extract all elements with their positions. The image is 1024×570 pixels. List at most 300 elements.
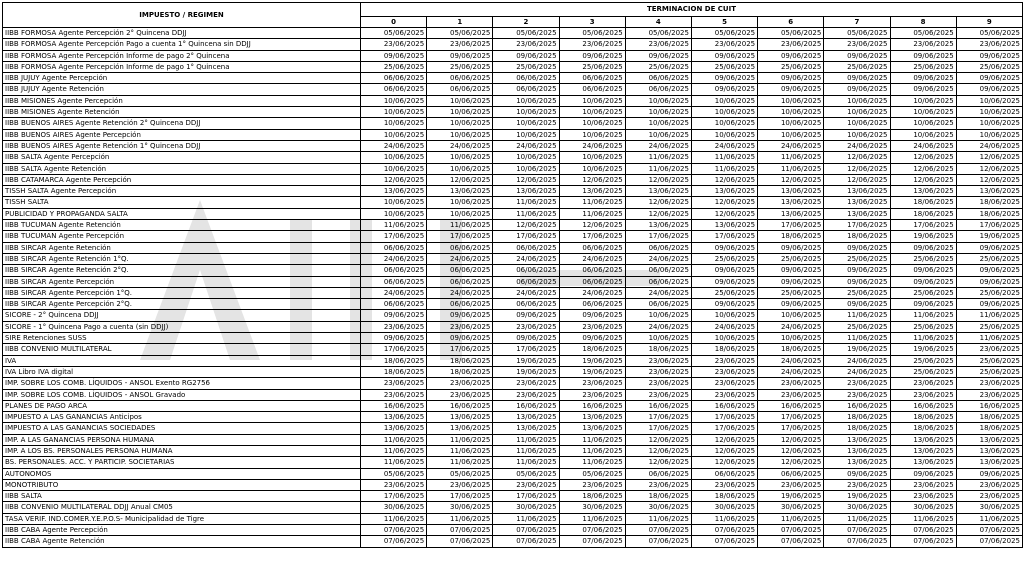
due-date-cell: 07/06/2025 — [890, 536, 956, 547]
due-date-cell: 11/06/2025 — [427, 445, 493, 456]
due-date-cell: 19/06/2025 — [956, 231, 1022, 242]
due-date-cell: 06/06/2025 — [493, 242, 559, 253]
due-date-cell: 25/06/2025 — [824, 321, 890, 332]
table-body — [3, 28, 1023, 548]
header-digit-2: 2 — [493, 17, 559, 28]
due-date-cell: 12/06/2025 — [758, 445, 824, 456]
due-date-cell: 23/06/2025 — [559, 378, 625, 389]
due-date-cell: 10/06/2025 — [427, 118, 493, 129]
due-date-cell: 09/06/2025 — [824, 265, 890, 276]
due-date-cell: 11/06/2025 — [824, 333, 890, 344]
due-date-cell: 17/06/2025 — [625, 231, 691, 242]
header-digit-1: 1 — [427, 17, 493, 28]
due-date-cell: 24/06/2025 — [493, 140, 559, 151]
due-date-cell: 30/06/2025 — [559, 502, 625, 513]
due-date-cell: 07/06/2025 — [427, 525, 493, 536]
due-date-cell: 10/06/2025 — [824, 118, 890, 129]
due-date-cell: 12/06/2025 — [890, 174, 956, 185]
due-date-cell: 24/06/2025 — [625, 140, 691, 151]
due-date-cell: 30/06/2025 — [758, 502, 824, 513]
due-date-cell: 25/06/2025 — [890, 253, 956, 264]
due-date-cell: 11/06/2025 — [956, 333, 1022, 344]
due-date-cell: 23/06/2025 — [758, 479, 824, 490]
impuesto-name-cell: IIBB MISIONES Agente Retención — [3, 107, 361, 118]
due-date-cell: 06/06/2025 — [625, 84, 691, 95]
due-date-cell: 23/06/2025 — [493, 378, 559, 389]
due-date-cell: 18/06/2025 — [824, 423, 890, 434]
due-date-cell: 10/06/2025 — [559, 95, 625, 106]
due-date-cell: 09/06/2025 — [691, 299, 757, 310]
due-date-cell: 24/06/2025 — [890, 140, 956, 151]
table-row — [3, 186, 1023, 197]
due-date-cell: 09/06/2025 — [824, 50, 890, 61]
due-date-cell: 11/06/2025 — [758, 513, 824, 524]
due-date-cell: 09/06/2025 — [824, 84, 890, 95]
due-date-cell: 10/06/2025 — [427, 129, 493, 140]
due-date-cell: 23/06/2025 — [956, 491, 1022, 502]
due-date-cell: 25/06/2025 — [956, 253, 1022, 264]
due-date-cell: 10/06/2025 — [361, 107, 427, 118]
due-date-cell: 13/06/2025 — [493, 423, 559, 434]
due-date-cell: 09/06/2025 — [824, 468, 890, 479]
due-date-cell: 23/06/2025 — [625, 355, 691, 366]
table-row — [3, 434, 1023, 445]
due-date-cell: 30/06/2025 — [956, 502, 1022, 513]
due-date-cell: 18/06/2025 — [824, 412, 890, 423]
due-date-cell: 10/06/2025 — [691, 129, 757, 140]
due-date-cell: 25/06/2025 — [956, 366, 1022, 377]
due-date-cell: 24/06/2025 — [956, 140, 1022, 151]
due-date-cell: 12/06/2025 — [758, 174, 824, 185]
impuesto-name-cell: IIBB JUJUY Agente Percepción — [3, 73, 361, 84]
due-date-cell: 05/06/2025 — [493, 28, 559, 39]
due-date-cell: 12/06/2025 — [890, 152, 956, 163]
due-date-cell: 13/06/2025 — [758, 197, 824, 208]
due-date-cell: 13/06/2025 — [824, 434, 890, 445]
due-date-cell: 12/06/2025 — [691, 457, 757, 468]
due-date-cell: 10/06/2025 — [691, 118, 757, 129]
due-date-cell: 10/06/2025 — [427, 107, 493, 118]
due-date-cell: 09/06/2025 — [691, 84, 757, 95]
due-date-cell: 23/06/2025 — [691, 479, 757, 490]
due-date-cell: 24/06/2025 — [559, 253, 625, 264]
due-date-cell: 13/06/2025 — [493, 186, 559, 197]
due-date-cell: 23/06/2025 — [427, 479, 493, 490]
due-date-cell: 30/06/2025 — [890, 502, 956, 513]
due-date-cell: 09/06/2025 — [691, 73, 757, 84]
due-date-cell: 09/06/2025 — [493, 333, 559, 344]
due-date-cell: 17/06/2025 — [625, 423, 691, 434]
due-date-cell: 18/06/2025 — [956, 197, 1022, 208]
due-date-cell: 16/06/2025 — [890, 400, 956, 411]
due-date-cell: 09/06/2025 — [956, 50, 1022, 61]
due-date-cell: 16/06/2025 — [559, 400, 625, 411]
due-date-cell: 17/06/2025 — [493, 231, 559, 242]
due-date-cell: 09/06/2025 — [427, 310, 493, 321]
due-date-cell: 17/06/2025 — [691, 423, 757, 434]
due-date-cell: 13/06/2025 — [956, 445, 1022, 456]
due-date-cell: 07/06/2025 — [691, 536, 757, 547]
due-date-cell: 10/06/2025 — [427, 197, 493, 208]
due-date-cell: 05/06/2025 — [427, 468, 493, 479]
due-date-cell: 13/06/2025 — [559, 186, 625, 197]
due-date-cell: 23/06/2025 — [758, 39, 824, 50]
due-date-cell: 24/06/2025 — [625, 253, 691, 264]
due-date-cell: 25/06/2025 — [691, 253, 757, 264]
table-row — [3, 140, 1023, 151]
due-date-cell: 17/06/2025 — [361, 491, 427, 502]
due-date-cell: 10/06/2025 — [559, 118, 625, 129]
due-date-cell: 23/06/2025 — [691, 39, 757, 50]
due-date-cell: 07/06/2025 — [361, 525, 427, 536]
due-date-cell: 10/06/2025 — [890, 107, 956, 118]
due-date-cell: 12/06/2025 — [956, 174, 1022, 185]
due-date-cell: 07/06/2025 — [625, 536, 691, 547]
due-date-cell: 12/06/2025 — [890, 163, 956, 174]
impuesto-name-cell: IIBB BUENOS AIRES Agente Retención 2° Quincena DDJJ — [3, 118, 361, 129]
due-date-cell: 18/06/2025 — [890, 208, 956, 219]
due-date-cell: 23/06/2025 — [625, 389, 691, 400]
impuesto-name-cell: SIRE Retenciones SUSS — [3, 333, 361, 344]
due-date-cell: 09/06/2025 — [758, 276, 824, 287]
due-date-cell: 17/06/2025 — [361, 231, 427, 242]
due-date-cell: 06/06/2025 — [625, 242, 691, 253]
due-date-cell: 10/06/2025 — [691, 107, 757, 118]
due-date-cell: 30/06/2025 — [493, 502, 559, 513]
due-date-cell: 24/06/2025 — [824, 366, 890, 377]
due-date-cell: 25/06/2025 — [824, 287, 890, 298]
due-date-cell: 10/06/2025 — [625, 107, 691, 118]
due-date-cell: 06/06/2025 — [427, 276, 493, 287]
due-date-cell: 13/06/2025 — [956, 457, 1022, 468]
table-row — [3, 536, 1023, 547]
header-digit-6: 6 — [758, 17, 824, 28]
due-date-cell: 06/06/2025 — [361, 299, 427, 310]
due-date-cell: 19/06/2025 — [890, 344, 956, 355]
due-date-cell: 19/06/2025 — [493, 355, 559, 366]
due-date-cell: 23/06/2025 — [824, 39, 890, 50]
due-date-cell: 07/06/2025 — [758, 525, 824, 536]
due-date-cell: 25/06/2025 — [758, 253, 824, 264]
due-date-cell: 30/06/2025 — [691, 502, 757, 513]
due-date-cell: 11/06/2025 — [625, 152, 691, 163]
due-date-cell: 24/06/2025 — [361, 140, 427, 151]
due-date-cell: 09/06/2025 — [890, 468, 956, 479]
due-date-cell: 09/06/2025 — [890, 73, 956, 84]
due-date-cell: 06/06/2025 — [493, 276, 559, 287]
due-date-cell: 17/06/2025 — [956, 220, 1022, 231]
due-date-cell: 11/06/2025 — [956, 513, 1022, 524]
impuesto-name-cell: IMP. SOBRE LOS COMB. LÍQUIDOS - ANSOL Gravado — [3, 389, 361, 400]
due-date-cell: 09/06/2025 — [361, 50, 427, 61]
due-date-cell: 17/06/2025 — [758, 220, 824, 231]
due-date-cell: 10/06/2025 — [890, 95, 956, 106]
due-date-cell: 11/06/2025 — [427, 434, 493, 445]
due-date-cell: 11/06/2025 — [559, 197, 625, 208]
due-date-cell: 25/06/2025 — [625, 61, 691, 72]
impuesto-name-cell: IIBB SIRCAR Agente Percepción — [3, 276, 361, 287]
due-date-cell: 09/06/2025 — [956, 242, 1022, 253]
due-date-cell: 09/06/2025 — [758, 242, 824, 253]
due-date-cell: 06/06/2025 — [625, 73, 691, 84]
vencimientos-table — [2, 2, 1023, 548]
impuesto-name-cell: IIBB MISIONES Agente Percepción — [3, 95, 361, 106]
due-date-cell: 06/06/2025 — [427, 265, 493, 276]
due-date-cell: 09/06/2025 — [956, 468, 1022, 479]
due-date-cell: 16/06/2025 — [427, 400, 493, 411]
due-date-cell: 09/06/2025 — [824, 242, 890, 253]
table-row — [3, 445, 1023, 456]
due-date-cell: 13/06/2025 — [361, 186, 427, 197]
due-date-cell: 11/06/2025 — [361, 513, 427, 524]
due-date-cell: 11/06/2025 — [559, 434, 625, 445]
due-date-cell: 23/06/2025 — [691, 378, 757, 389]
due-date-cell: 17/06/2025 — [625, 412, 691, 423]
due-date-cell: 06/06/2025 — [361, 242, 427, 253]
due-date-cell: 09/06/2025 — [625, 50, 691, 61]
due-date-cell: 17/06/2025 — [758, 412, 824, 423]
impuesto-name-cell: IMP. SOBRE LOS COMB. LÍQUIDOS - ANSOL Exento RG2756 — [3, 378, 361, 389]
due-date-cell: 10/06/2025 — [758, 333, 824, 344]
due-date-cell: 24/06/2025 — [427, 140, 493, 151]
due-date-cell: 18/06/2025 — [427, 355, 493, 366]
due-date-cell: 23/06/2025 — [427, 321, 493, 332]
due-date-cell: 12/06/2025 — [493, 220, 559, 231]
due-date-cell: 10/06/2025 — [427, 95, 493, 106]
due-date-cell: 12/06/2025 — [625, 457, 691, 468]
due-date-cell: 24/06/2025 — [493, 253, 559, 264]
table-row — [3, 163, 1023, 174]
due-date-cell: 13/06/2025 — [824, 186, 890, 197]
due-date-cell: 19/06/2025 — [758, 491, 824, 502]
due-date-cell: 06/06/2025 — [625, 276, 691, 287]
due-date-cell: 25/06/2025 — [493, 61, 559, 72]
due-date-cell: 12/06/2025 — [559, 174, 625, 185]
table-row — [3, 378, 1023, 389]
due-date-cell: 09/06/2025 — [758, 265, 824, 276]
due-date-cell: 12/06/2025 — [956, 152, 1022, 163]
due-date-cell: 13/06/2025 — [890, 445, 956, 456]
due-date-cell: 30/06/2025 — [824, 502, 890, 513]
due-date-cell: 17/06/2025 — [559, 231, 625, 242]
impuesto-name-cell: PUBLICIDAD Y PROPAGANDA SALTA — [3, 208, 361, 219]
due-date-cell: 10/06/2025 — [493, 129, 559, 140]
due-date-cell: 25/06/2025 — [890, 366, 956, 377]
due-date-cell: 12/06/2025 — [824, 174, 890, 185]
due-date-cell: 30/06/2025 — [361, 502, 427, 513]
due-date-cell: 05/06/2025 — [493, 468, 559, 479]
due-date-cell: 10/06/2025 — [956, 95, 1022, 106]
due-date-cell: 23/06/2025 — [361, 39, 427, 50]
due-date-cell: 24/06/2025 — [493, 287, 559, 298]
due-date-cell: 09/06/2025 — [890, 242, 956, 253]
due-date-cell: 19/06/2025 — [824, 344, 890, 355]
table-row — [3, 321, 1023, 332]
due-date-cell: 11/06/2025 — [493, 457, 559, 468]
due-date-cell: 19/06/2025 — [824, 491, 890, 502]
due-date-cell: 12/06/2025 — [824, 152, 890, 163]
impuesto-name-cell: IIBB FORMOSA Agente Percepción Pago a cuenta 1° Quincena sin DDJJ — [3, 39, 361, 50]
due-date-cell: 18/06/2025 — [890, 423, 956, 434]
due-date-cell: 25/06/2025 — [824, 61, 890, 72]
table-row — [3, 299, 1023, 310]
due-date-cell: 11/06/2025 — [361, 457, 427, 468]
table-row — [3, 84, 1023, 95]
due-date-cell: 06/06/2025 — [361, 276, 427, 287]
due-date-cell: 23/06/2025 — [956, 378, 1022, 389]
due-date-cell: 06/06/2025 — [559, 242, 625, 253]
table-row — [3, 457, 1023, 468]
due-date-cell: 11/06/2025 — [361, 445, 427, 456]
due-date-cell: 13/06/2025 — [625, 186, 691, 197]
due-date-cell: 07/06/2025 — [890, 525, 956, 536]
due-date-cell: 10/06/2025 — [361, 95, 427, 106]
due-date-cell: 25/06/2025 — [956, 287, 1022, 298]
due-date-cell: 12/06/2025 — [493, 174, 559, 185]
due-date-cell: 18/06/2025 — [361, 366, 427, 377]
due-date-cell: 25/06/2025 — [824, 253, 890, 264]
due-date-cell: 13/06/2025 — [427, 412, 493, 423]
due-date-cell: 07/06/2025 — [559, 536, 625, 547]
due-date-cell: 12/06/2025 — [625, 445, 691, 456]
due-date-cell: 25/06/2025 — [956, 61, 1022, 72]
table-row — [3, 513, 1023, 524]
due-date-cell: 13/06/2025 — [427, 186, 493, 197]
due-date-cell: 09/06/2025 — [824, 73, 890, 84]
header-digit-4: 4 — [625, 17, 691, 28]
due-date-cell: 24/06/2025 — [361, 287, 427, 298]
due-date-cell: 17/06/2025 — [691, 412, 757, 423]
due-date-cell: 13/06/2025 — [956, 186, 1022, 197]
due-date-cell: 18/06/2025 — [361, 355, 427, 366]
due-date-cell: 11/06/2025 — [493, 434, 559, 445]
due-date-cell: 10/06/2025 — [691, 310, 757, 321]
due-date-cell: 24/06/2025 — [758, 355, 824, 366]
impuesto-name-cell: IIBB CATAMARCA Agente Percepción — [3, 174, 361, 185]
due-date-cell: 09/06/2025 — [758, 50, 824, 61]
due-date-cell: 23/06/2025 — [890, 389, 956, 400]
due-date-cell: 10/06/2025 — [361, 118, 427, 129]
due-date-cell: 19/06/2025 — [493, 366, 559, 377]
due-date-cell: 24/06/2025 — [824, 355, 890, 366]
due-date-cell: 23/06/2025 — [890, 491, 956, 502]
due-date-cell: 25/06/2025 — [890, 61, 956, 72]
due-date-cell: 10/06/2025 — [493, 107, 559, 118]
impuesto-name-cell: PLANES DE PAGO ARCA — [3, 400, 361, 411]
due-date-cell: 07/06/2025 — [691, 525, 757, 536]
due-date-cell: 24/06/2025 — [758, 366, 824, 377]
due-date-cell: 09/06/2025 — [890, 299, 956, 310]
due-date-cell: 18/06/2025 — [758, 231, 824, 242]
due-date-cell: 06/06/2025 — [559, 73, 625, 84]
table-row — [3, 355, 1023, 366]
due-date-cell: 07/06/2025 — [427, 536, 493, 547]
table-row — [3, 129, 1023, 140]
due-date-cell: 11/06/2025 — [691, 152, 757, 163]
due-date-cell: 09/06/2025 — [890, 84, 956, 95]
table-row — [3, 265, 1023, 276]
due-date-cell: 19/06/2025 — [559, 366, 625, 377]
due-date-cell: 23/06/2025 — [559, 389, 625, 400]
header-digit-7: 7 — [824, 17, 890, 28]
due-date-cell: 23/06/2025 — [824, 378, 890, 389]
due-date-cell: 23/06/2025 — [691, 389, 757, 400]
due-date-cell: 13/06/2025 — [493, 412, 559, 423]
impuesto-name-cell: IIBB CONVENIO MULTILATERAL DDJJ Anual CM05 — [3, 502, 361, 513]
impuesto-name-cell: TASA VERIF. IND.COMER.Y.E.P.O.S- Municipalidad de Tigre — [3, 513, 361, 524]
due-date-cell: 10/06/2025 — [625, 118, 691, 129]
due-date-cell: 11/06/2025 — [691, 513, 757, 524]
due-date-cell: 23/06/2025 — [956, 479, 1022, 490]
due-date-cell: 23/06/2025 — [559, 479, 625, 490]
due-date-cell: 06/06/2025 — [758, 468, 824, 479]
due-date-cell: 17/06/2025 — [493, 491, 559, 502]
due-date-cell: 17/06/2025 — [890, 220, 956, 231]
table-row — [3, 231, 1023, 242]
due-date-cell: 13/06/2025 — [559, 423, 625, 434]
due-date-cell: 24/06/2025 — [559, 287, 625, 298]
table-row — [3, 174, 1023, 185]
due-date-cell: 09/06/2025 — [427, 50, 493, 61]
due-date-cell: 09/06/2025 — [956, 73, 1022, 84]
due-date-cell: 11/06/2025 — [625, 513, 691, 524]
impuesto-name-cell: IIBB SALTA Agente Retención — [3, 163, 361, 174]
due-date-cell: 18/06/2025 — [625, 344, 691, 355]
due-date-cell: 23/06/2025 — [956, 389, 1022, 400]
impuesto-name-cell: SICORE - 2° Quincena DDJJ — [3, 310, 361, 321]
due-date-cell: 11/06/2025 — [824, 310, 890, 321]
due-date-cell: 10/06/2025 — [493, 95, 559, 106]
due-date-cell: 24/06/2025 — [427, 253, 493, 264]
due-date-cell: 05/06/2025 — [625, 28, 691, 39]
due-date-cell: 13/06/2025 — [691, 220, 757, 231]
due-date-cell: 11/06/2025 — [625, 163, 691, 174]
due-date-cell: 25/06/2025 — [691, 287, 757, 298]
impuesto-name-cell: IIBB SIRCAR Agente Retención 1°Q. — [3, 253, 361, 264]
table-row — [3, 242, 1023, 253]
due-date-cell: 12/06/2025 — [625, 174, 691, 185]
due-date-cell: 09/06/2025 — [361, 310, 427, 321]
due-date-cell: 16/06/2025 — [361, 400, 427, 411]
due-date-cell: 05/06/2025 — [824, 28, 890, 39]
due-date-cell: 10/06/2025 — [956, 129, 1022, 140]
due-date-cell: 06/06/2025 — [493, 84, 559, 95]
due-date-cell: 18/06/2025 — [691, 344, 757, 355]
impuesto-name-cell: IIBB SIRCAR Agente Percepción 1°Q. — [3, 287, 361, 298]
table-row — [3, 468, 1023, 479]
table-row — [3, 28, 1023, 39]
due-date-cell: 10/06/2025 — [956, 118, 1022, 129]
due-date-cell: 07/06/2025 — [956, 536, 1022, 547]
impuesto-name-cell: IIBB JUJUY Agente Retención — [3, 84, 361, 95]
table-row — [3, 333, 1023, 344]
due-date-cell: 09/06/2025 — [559, 333, 625, 344]
table-row — [3, 310, 1023, 321]
due-date-cell: 11/06/2025 — [890, 513, 956, 524]
due-date-cell: 06/06/2025 — [559, 265, 625, 276]
due-date-cell: 10/06/2025 — [559, 107, 625, 118]
due-date-cell: 11/06/2025 — [824, 513, 890, 524]
due-date-cell: 10/06/2025 — [559, 152, 625, 163]
due-date-cell: 11/06/2025 — [493, 513, 559, 524]
due-date-cell: 13/06/2025 — [956, 434, 1022, 445]
due-date-cell: 16/06/2025 — [493, 400, 559, 411]
due-date-cell: 18/06/2025 — [427, 366, 493, 377]
due-date-cell: 19/06/2025 — [559, 355, 625, 366]
due-date-cell: 18/06/2025 — [691, 491, 757, 502]
due-date-cell: 11/06/2025 — [493, 197, 559, 208]
due-date-cell: 07/06/2025 — [493, 536, 559, 547]
